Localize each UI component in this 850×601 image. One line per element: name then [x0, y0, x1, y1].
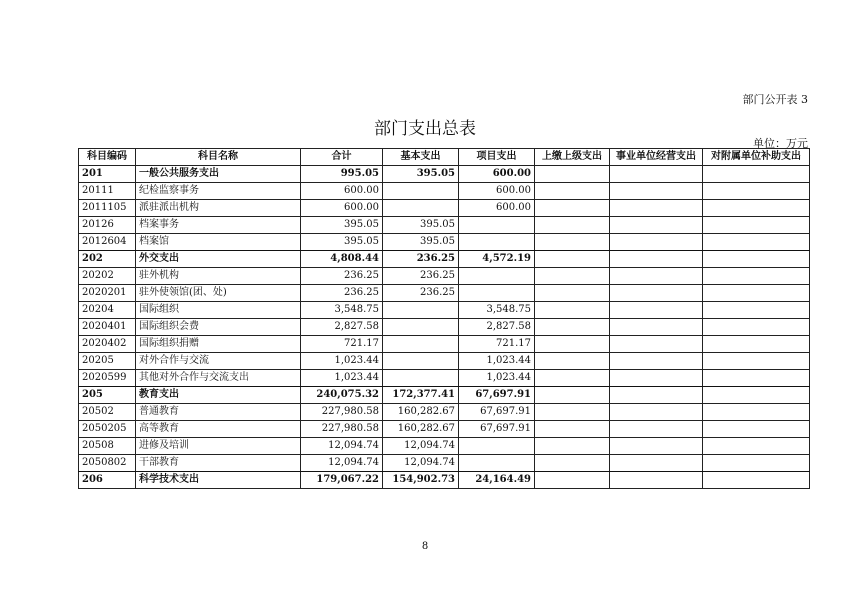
header-subsidy: 对附属单位补助支出	[703, 149, 810, 166]
cell-basic: 395.05	[383, 166, 459, 183]
cell-business	[610, 404, 703, 421]
cell-subsidy	[703, 387, 810, 404]
cell-basic: 172,377.41	[383, 387, 459, 404]
cell-code: 20205	[79, 353, 136, 370]
cell-total: 4,808.44	[301, 251, 383, 268]
cell-subsidy	[703, 404, 810, 421]
cell-project	[459, 268, 535, 285]
cell-total: 1,023.44	[301, 370, 383, 387]
page-number: 8	[421, 541, 429, 552]
table-row	[79, 404, 810, 421]
cell-upper	[535, 200, 610, 217]
cell-business	[610, 200, 703, 217]
cell-project	[459, 234, 535, 251]
cell-name: 派驻派出机构	[136, 200, 301, 217]
cell-project: 600.00	[459, 183, 535, 200]
header-upper: 上缴上级支出	[535, 149, 610, 166]
cell-business	[610, 234, 703, 251]
cell-project: 721.17	[459, 336, 535, 353]
cell-total: 12,094.74	[301, 438, 383, 455]
cell-total: 236.25	[301, 285, 383, 302]
cell-basic: 395.05	[383, 234, 459, 251]
cell-project: 67,697.91	[459, 404, 535, 421]
cell-code: 2011105	[79, 200, 136, 217]
header-business: 事业单位经营支出	[610, 149, 703, 166]
cell-name: 干部教育	[136, 455, 301, 472]
cell-project: 600.00	[459, 200, 535, 217]
cell-upper	[535, 438, 610, 455]
cell-name: 其他对外合作与交流支出	[136, 370, 301, 387]
cell-name: 进修及培训	[136, 438, 301, 455]
cell-subsidy	[703, 353, 810, 370]
cell-name: 国际组织捐赠	[136, 336, 301, 353]
form-number: 部门公开表 3	[742, 93, 808, 106]
cell-code: 2020599	[79, 370, 136, 387]
cell-upper	[535, 370, 610, 387]
cell-subsidy	[703, 455, 810, 472]
cell-upper	[535, 319, 610, 336]
cell-subsidy	[703, 251, 810, 268]
table-row	[79, 183, 810, 200]
table-row	[79, 302, 810, 319]
cell-business	[610, 336, 703, 353]
table-row	[79, 421, 810, 438]
page-title: 部门支出总表	[374, 119, 476, 139]
cell-code: 20508	[79, 438, 136, 455]
cell-project: 1,023.44	[459, 353, 535, 370]
expenditure-table	[78, 148, 810, 489]
cell-total: 1,023.44	[301, 353, 383, 370]
cell-basic	[383, 200, 459, 217]
cell-basic: 395.05	[383, 217, 459, 234]
table-row	[79, 353, 810, 370]
cell-code: 20111	[79, 183, 136, 200]
cell-subsidy	[703, 336, 810, 353]
cell-business	[610, 455, 703, 472]
cell-business	[610, 183, 703, 200]
cell-total: 600.00	[301, 200, 383, 217]
cell-code: 206	[79, 472, 136, 489]
cell-name: 教育支出	[136, 387, 301, 404]
table-row	[79, 217, 810, 234]
table-row	[79, 472, 810, 489]
cell-upper	[535, 353, 610, 370]
header-project: 项目支出	[459, 149, 535, 166]
cell-upper	[535, 166, 610, 183]
cell-total: 2,827.58	[301, 319, 383, 336]
cell-name: 驻外使领馆(团、处)	[136, 285, 301, 302]
cell-project: 2,827.58	[459, 319, 535, 336]
cell-code: 2050205	[79, 421, 136, 438]
unit-label: 单位：万元	[753, 137, 808, 150]
cell-subsidy	[703, 421, 810, 438]
cell-subsidy	[703, 183, 810, 200]
header-total: 合计	[301, 149, 383, 166]
cell-project	[459, 455, 535, 472]
cell-code: 2012604	[79, 234, 136, 251]
table-row	[79, 200, 810, 217]
cell-total: 3,548.75	[301, 302, 383, 319]
cell-basic: 236.25	[383, 285, 459, 302]
cell-business	[610, 353, 703, 370]
cell-name: 高等教育	[136, 421, 301, 438]
table-row	[79, 268, 810, 285]
cell-name: 普通教育	[136, 404, 301, 421]
cell-project	[459, 438, 535, 455]
cell-business	[610, 166, 703, 183]
cell-total: 395.05	[301, 234, 383, 251]
cell-name: 档案馆	[136, 234, 301, 251]
cell-basic: 160,282.67	[383, 404, 459, 421]
cell-business	[610, 268, 703, 285]
cell-name: 对外合作与交流	[136, 353, 301, 370]
cell-basic	[383, 302, 459, 319]
cell-upper	[535, 217, 610, 234]
cell-total: 227,980.58	[301, 421, 383, 438]
cell-upper	[535, 234, 610, 251]
cell-upper	[535, 183, 610, 200]
table-row	[79, 251, 810, 268]
cell-code: 2020401	[79, 319, 136, 336]
cell-total: 721.17	[301, 336, 383, 353]
cell-project: 67,697.91	[459, 421, 535, 438]
cell-total: 179,067.22	[301, 472, 383, 489]
cell-project: 3,548.75	[459, 302, 535, 319]
cell-upper	[535, 387, 610, 404]
header-code: 科目编码	[79, 149, 136, 166]
cell-code: 2050802	[79, 455, 136, 472]
cell-project: 1,023.44	[459, 370, 535, 387]
cell-total: 240,075.32	[301, 387, 383, 404]
cell-code: 20502	[79, 404, 136, 421]
cell-basic: 154,902.73	[383, 472, 459, 489]
cell-business	[610, 302, 703, 319]
header-name: 科目名称	[136, 149, 301, 166]
cell-upper	[535, 421, 610, 438]
cell-upper	[535, 251, 610, 268]
cell-total: 227,980.58	[301, 404, 383, 421]
cell-upper	[535, 404, 610, 421]
cell-subsidy	[703, 370, 810, 387]
cell-subsidy	[703, 285, 810, 302]
cell-code: 20126	[79, 217, 136, 234]
table-row	[79, 285, 810, 302]
cell-name: 国际组织会费	[136, 319, 301, 336]
cell-basic: 12,094.74	[383, 455, 459, 472]
cell-project: 600.00	[459, 166, 535, 183]
cell-upper	[535, 285, 610, 302]
cell-basic	[383, 370, 459, 387]
cell-code: 20204	[79, 302, 136, 319]
cell-name: 外交支出	[136, 251, 301, 268]
cell-upper	[535, 302, 610, 319]
cell-basic: 236.25	[383, 268, 459, 285]
cell-subsidy	[703, 268, 810, 285]
cell-business	[610, 285, 703, 302]
cell-project	[459, 285, 535, 302]
cell-project: 24,164.49	[459, 472, 535, 489]
cell-project: 67,697.91	[459, 387, 535, 404]
cell-basic: 12,094.74	[383, 438, 459, 455]
cell-code: 202	[79, 251, 136, 268]
cell-total: 12,094.74	[301, 455, 383, 472]
cell-subsidy	[703, 200, 810, 217]
cell-business	[610, 438, 703, 455]
cell-business	[610, 387, 703, 404]
table-row	[79, 166, 810, 183]
cell-total: 600.00	[301, 183, 383, 200]
cell-subsidy	[703, 472, 810, 489]
table-header-row	[79, 149, 810, 166]
cell-name: 一般公共服务支出	[136, 166, 301, 183]
cell-subsidy	[703, 319, 810, 336]
cell-name: 国际组织	[136, 302, 301, 319]
cell-code: 20202	[79, 268, 136, 285]
cell-name: 科学技术支出	[136, 472, 301, 489]
cell-name: 档案事务	[136, 217, 301, 234]
cell-subsidy	[703, 302, 810, 319]
cell-basic	[383, 183, 459, 200]
cell-business	[610, 217, 703, 234]
table-row	[79, 319, 810, 336]
cell-total: 236.25	[301, 268, 383, 285]
cell-business	[610, 370, 703, 387]
cell-name: 纪检监察事务	[136, 183, 301, 200]
cell-basic	[383, 319, 459, 336]
cell-subsidy	[703, 217, 810, 234]
cell-business	[610, 251, 703, 268]
cell-upper	[535, 455, 610, 472]
cell-code: 205	[79, 387, 136, 404]
header-basic: 基本支出	[383, 149, 459, 166]
table-row	[79, 438, 810, 455]
cell-code: 2020201	[79, 285, 136, 302]
cell-basic	[383, 353, 459, 370]
cell-business	[610, 472, 703, 489]
cell-upper	[535, 472, 610, 489]
table-row	[79, 455, 810, 472]
cell-total: 395.05	[301, 217, 383, 234]
cell-code: 2020402	[79, 336, 136, 353]
table-row	[79, 234, 810, 251]
cell-business	[610, 421, 703, 438]
table-row	[79, 387, 810, 404]
cell-basic	[383, 336, 459, 353]
table-row	[79, 336, 810, 353]
cell-project: 4,572.19	[459, 251, 535, 268]
cell-subsidy	[703, 234, 810, 251]
cell-project	[459, 217, 535, 234]
cell-name: 驻外机构	[136, 268, 301, 285]
cell-business	[610, 319, 703, 336]
table-row	[79, 370, 810, 387]
cell-upper	[535, 268, 610, 285]
cell-basic: 160,282.67	[383, 421, 459, 438]
cell-subsidy	[703, 438, 810, 455]
cell-total: 995.05	[301, 166, 383, 183]
cell-basic: 236.25	[383, 251, 459, 268]
cell-upper	[535, 336, 610, 353]
cell-code: 201	[79, 166, 136, 183]
cell-subsidy	[703, 166, 810, 183]
